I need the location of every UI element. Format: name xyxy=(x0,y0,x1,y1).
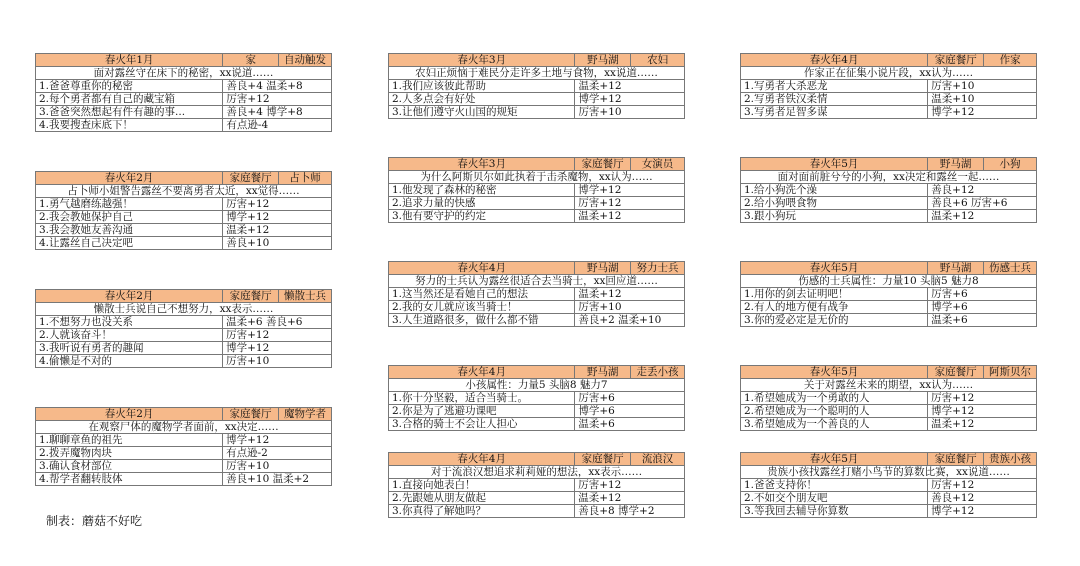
event-time: 春火年3月 xyxy=(389,158,575,171)
option-text: 3.让他们遵守火山国的规矩 xyxy=(389,106,575,119)
event-card xyxy=(35,289,332,368)
event-card xyxy=(740,53,1037,119)
option-effect: 厉害+10 xyxy=(223,460,332,473)
event-time: 春火年5月 xyxy=(741,453,928,466)
option-effect: 厉害+12 xyxy=(928,392,1037,405)
option-effect: 厉害+12 xyxy=(928,479,1037,492)
event-question: 面对露丝守在床下的秘密，xx说道…… xyxy=(36,67,332,80)
option-effect: 善良+10 温柔+2 xyxy=(223,473,332,486)
option-text: 1.用你的剑去证明吧！ xyxy=(741,288,928,301)
option-effect: 厉害+10 xyxy=(223,355,332,368)
option-effect: 博学+12 xyxy=(928,405,1037,418)
event-npc: 自动触发 xyxy=(279,54,332,67)
event-time: 春火年2月 xyxy=(36,290,223,303)
event-card xyxy=(740,365,1037,431)
option-text: 2.先跟她从朋友做起 xyxy=(389,492,575,505)
option-text: 3.跟小狗玩 xyxy=(741,210,928,223)
event-card xyxy=(740,261,1037,327)
option-text: 4.让露丝自己决定吧 xyxy=(36,237,223,250)
option-text: 2.我的女儿就应该当骑士！ xyxy=(389,301,575,314)
event-npc: 努力士兵 xyxy=(631,262,685,275)
event-npc: 占卜师 xyxy=(279,172,332,185)
event-question: 农妇正烦恼于难民分走许多土地与食物，xx说道…… xyxy=(389,67,685,80)
event-place: 野马湖 xyxy=(575,54,631,67)
option-text: 4.偷懒是不对的 xyxy=(36,355,223,368)
option-text: 2.希望她成为一个聪明的人 xyxy=(741,405,928,418)
event-place: 家庭餐厅 xyxy=(928,54,984,67)
option-text: 2.你是为了逃避功课吧 xyxy=(389,405,575,418)
author-credit: 制表：蘑菇不好吃 xyxy=(46,514,143,528)
event-time: 春火年5月 xyxy=(741,262,928,275)
option-text: 1.勇气越磨练越强！ xyxy=(36,198,223,211)
option-text: 2.我会教她保护自己 xyxy=(36,211,223,224)
option-text: 3.我听说有勇者的趣闻 xyxy=(36,342,223,355)
event-card xyxy=(388,157,685,223)
option-effect: 厉害+6 xyxy=(928,288,1037,301)
option-text: 3.确认食材部位 xyxy=(36,460,223,473)
event-question: 对于流浪汉想追求莉莉娅的想法，xx表示…… xyxy=(389,466,685,479)
option-effect: 温柔+12 xyxy=(928,210,1037,223)
option-text: 3.希望她成为一个善良的人 xyxy=(741,418,928,431)
event-npc: 贵族小孩 xyxy=(984,453,1037,466)
event-place: 野马湖 xyxy=(928,158,984,171)
option-effect: 温柔+10 xyxy=(928,93,1037,106)
option-effect: 厉害+12 xyxy=(223,198,332,211)
option-text: 2.写勇者铁汉柔情 xyxy=(741,93,928,106)
option-text: 1.这当然还是看她自己的想法 xyxy=(389,288,575,301)
event-question: 努力的士兵认为露丝很适合去当骑士，xx回应道…… xyxy=(389,275,685,288)
option-effect: 博学+12 xyxy=(575,184,685,197)
event-npc: 阿斯贝尔 xyxy=(984,366,1037,379)
option-text: 2.追求力量的快感 xyxy=(389,197,575,210)
option-text: 1.爸爸支持你！ xyxy=(741,479,928,492)
option-effect: 厉害+12 xyxy=(575,197,685,210)
option-effect: 厉害+10 xyxy=(928,80,1037,93)
event-card xyxy=(35,171,332,250)
event-npc: 魔物学者 xyxy=(279,408,332,421)
event-npc: 走丢小孩 xyxy=(631,366,685,379)
event-place: 家庭餐厅 xyxy=(928,453,984,466)
option-effect: 有点逊-4 xyxy=(223,119,332,132)
option-text: 2.不如交个朋友吧 xyxy=(741,492,928,505)
option-effect: 温柔+12 xyxy=(575,210,685,223)
option-effect: 温柔+12 xyxy=(575,288,685,301)
event-question: 贵族小孩找露丝打赌小鸟节的算数比赛，xx说道…… xyxy=(741,466,1037,479)
option-text: 2.人就该奋斗！ xyxy=(36,329,223,342)
option-effect: 博学+12 xyxy=(223,342,332,355)
option-effect: 博学+12 xyxy=(928,505,1037,518)
event-place: 家庭餐厅 xyxy=(575,158,631,171)
option-effect: 博学+12 xyxy=(223,434,332,447)
option-text: 1.聊聊章鱼的祖先 xyxy=(36,434,223,447)
event-npc: 小狗 xyxy=(984,158,1037,171)
option-effect: 善良+2 温柔+10 xyxy=(575,314,685,327)
event-place: 家 xyxy=(223,54,279,67)
event-card xyxy=(740,452,1037,518)
event-place: 家庭餐厅 xyxy=(223,408,279,421)
option-effect: 温柔+12 xyxy=(575,492,685,505)
option-effect: 善良+4 温柔+8 xyxy=(223,80,332,93)
option-text: 3.我会教她友善沟通 xyxy=(36,224,223,237)
option-effect: 善良+12 xyxy=(928,184,1037,197)
event-npc: 农妇 xyxy=(631,54,685,67)
option-effect: 温柔+12 xyxy=(575,80,685,93)
option-text: 3.你真得了解她吗？ xyxy=(389,505,575,518)
option-effect: 善良+12 xyxy=(928,492,1037,505)
option-effect: 温柔+12 xyxy=(223,224,332,237)
event-place: 家庭餐厅 xyxy=(223,290,279,303)
event-place: 野马湖 xyxy=(575,262,631,275)
option-text: 3.他有要守护的约定 xyxy=(389,210,575,223)
option-text: 3.写勇者足智多谋 xyxy=(741,106,928,119)
option-text: 3.等我回去辅导你算数 xyxy=(741,505,928,518)
option-effect: 温柔+6 xyxy=(928,314,1037,327)
event-place: 家庭餐厅 xyxy=(575,453,631,466)
option-text: 3.爸爸突然想起有件有趣的事... xyxy=(36,106,223,119)
event-card xyxy=(35,407,332,486)
event-time: 春火年5月 xyxy=(741,366,928,379)
option-effect: 厉害+12 xyxy=(223,93,332,106)
event-place: 家庭餐厅 xyxy=(223,172,279,185)
option-effect: 博学+12 xyxy=(928,106,1037,119)
event-card xyxy=(388,452,685,518)
event-card xyxy=(388,365,685,431)
option-text: 2.给小狗喂食物 xyxy=(741,197,928,210)
option-text: 1.他发现了森林的秘密 xyxy=(389,184,575,197)
option-text: 1.直接向她表白！ xyxy=(389,479,575,492)
option-text: 4.帮学者翻转肢体 xyxy=(36,473,223,486)
event-npc: 女演员 xyxy=(631,158,685,171)
option-effect: 厉害+10 xyxy=(575,301,685,314)
option-effect: 善良+8 博学+2 xyxy=(575,505,685,518)
option-text: 2.每个勇者都有自己的藏宝箱 xyxy=(36,93,223,106)
option-effect: 厉害+10 xyxy=(575,106,685,119)
option-effect: 有点逊-2 xyxy=(223,447,332,460)
event-time: 春火年4月 xyxy=(389,453,575,466)
event-time: 春火年1月 xyxy=(36,54,223,67)
event-question: 关于对露丝未来的期望，xx认为…… xyxy=(741,379,1037,392)
event-time: 春火年4月 xyxy=(741,54,928,67)
option-effect: 厉害+12 xyxy=(575,479,685,492)
option-text: 2.拨弄魔物肉块 xyxy=(36,447,223,460)
option-effect: 温柔+6 xyxy=(575,418,685,431)
event-question: 伤感的士兵属性：力量10 头脑5 魅力8 xyxy=(741,275,1037,288)
event-question: 在观察尸体的魔物学者面前，xx决定…… xyxy=(36,421,332,434)
option-effect: 博学+6 xyxy=(575,405,685,418)
event-place: 野马湖 xyxy=(575,366,631,379)
option-text: 1.我们应该彼此帮助 xyxy=(389,80,575,93)
option-text: 4.我要搜查床底下！ xyxy=(36,119,223,132)
option-text: 1.给小狗洗个澡 xyxy=(741,184,928,197)
event-card xyxy=(35,53,332,132)
event-card xyxy=(740,157,1037,223)
option-effect: 博学+12 xyxy=(223,211,332,224)
option-text: 2.人多点会有好处 xyxy=(389,93,575,106)
event-place: 家庭餐厅 xyxy=(928,366,984,379)
event-question: 占卜师小姐警告露丝不要离勇者太近，xx觉得…… xyxy=(36,185,332,198)
event-time: 春火年4月 xyxy=(389,262,575,275)
event-question: 懒散士兵说自己不想努力，xx表示…… xyxy=(36,303,332,316)
option-effect: 善良+10 xyxy=(223,237,332,250)
option-effect: 温柔+12 xyxy=(928,418,1037,431)
option-text: 1.写勇者大杀恶龙 xyxy=(741,80,928,93)
option-text: 1.不想努力也没关系 xyxy=(36,316,223,329)
event-question: 作家正在征集小说片段，xx认为…… xyxy=(741,67,1037,80)
option-effect: 善良+4 博学+8 xyxy=(223,106,332,119)
event-time: 春火年2月 xyxy=(36,408,223,421)
option-effect: 温柔+6 善良+6 xyxy=(223,316,332,329)
option-effect: 厉害+12 xyxy=(223,329,332,342)
event-time: 春火年5月 xyxy=(741,158,928,171)
option-text: 1.爸爸尊重你的秘密 xyxy=(36,80,223,93)
event-time: 春火年3月 xyxy=(389,54,575,67)
option-text: 3.合格的骑士不会让人担心 xyxy=(389,418,575,431)
event-npc: 流浪汉 xyxy=(631,453,685,466)
option-effect: 博学+12 xyxy=(575,93,685,106)
option-text: 2.有人的地方便有战争 xyxy=(741,301,928,314)
event-card xyxy=(388,53,685,119)
option-text: 3.人生道路很多，做什么都不错 xyxy=(389,314,575,327)
event-question: 面对面前脏兮兮的小狗，xx决定和露丝一起…… xyxy=(741,171,1037,184)
option-text: 1.你十分坚毅，适合当骑士。 xyxy=(389,392,575,405)
option-text: 1.希望她成为一个勇敢的人 xyxy=(741,392,928,405)
event-npc: 懒散士兵 xyxy=(279,290,332,303)
option-effect: 善良+6 厉害+6 xyxy=(928,197,1037,210)
event-npc: 作家 xyxy=(984,54,1037,67)
event-time: 春火年4月 xyxy=(389,366,575,379)
option-effect: 博学+6 xyxy=(928,301,1037,314)
event-time: 春火年2月 xyxy=(36,172,223,185)
event-place: 野马湖 xyxy=(928,262,984,275)
option-text: 3.你的爱必定是无价的 xyxy=(741,314,928,327)
option-effect: 厉害+6 xyxy=(575,392,685,405)
event-card xyxy=(388,261,685,327)
event-question: 小孩属性：力量5 头脑8 魅力7 xyxy=(389,379,685,392)
event-npc: 伤感士兵 xyxy=(984,262,1037,275)
event-question: 为什么阿斯贝尔如此执着于击杀魔物，xx认为…… xyxy=(389,171,685,184)
